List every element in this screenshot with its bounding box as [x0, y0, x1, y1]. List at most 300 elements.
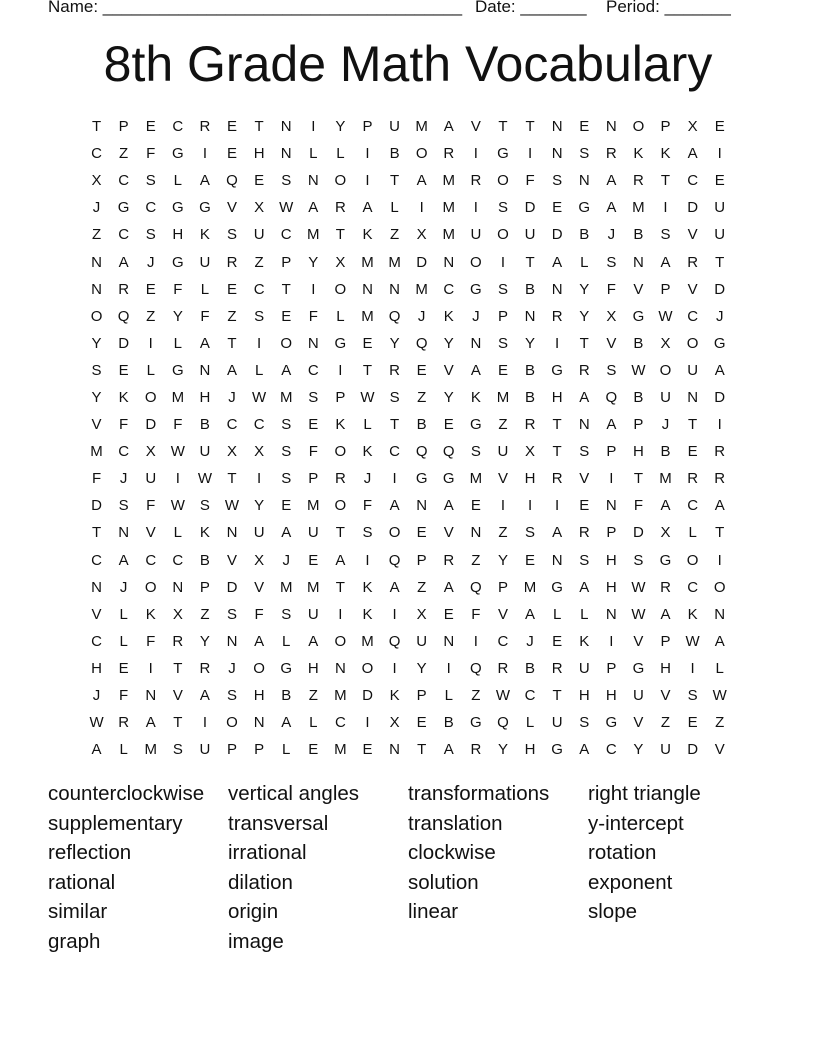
grid-letter: W	[360, 388, 375, 406]
grid-letter: I	[311, 118, 316, 136]
grid-letter: P	[497, 578, 508, 596]
grid-letter: T	[715, 253, 725, 271]
grid-letter: G	[171, 253, 184, 271]
grid-letter: U	[633, 687, 644, 705]
word-bank-item: similar	[48, 900, 108, 924]
grid-letter: N	[470, 524, 482, 542]
grid-letter: G	[659, 551, 672, 569]
grid-letter: T	[389, 172, 400, 190]
grid-letter: N	[578, 172, 590, 190]
grid-letter: L	[282, 632, 291, 650]
grid-letter: Y	[172, 307, 183, 325]
grid-letter: A	[660, 497, 671, 515]
grid-letter: L	[444, 687, 453, 705]
word-bank-item: transversal	[228, 811, 329, 835]
grid-letter: Y	[443, 334, 454, 352]
grid-letter: E	[714, 118, 725, 136]
grid-letter: S	[362, 524, 373, 542]
grid-letter: R	[118, 280, 130, 298]
grid-letter: M	[388, 253, 401, 271]
grid-letter: P	[660, 632, 671, 650]
grid-letter: V	[91, 605, 102, 623]
grid-letter: S	[281, 470, 292, 488]
grid-letter: O	[713, 578, 726, 596]
grid-letter: X	[254, 199, 265, 217]
grid-letter: E	[254, 172, 265, 190]
grid-letter: K	[199, 524, 210, 542]
word-bank-item: translation	[408, 811, 503, 835]
grid-letter: X	[606, 307, 617, 325]
grid-letter: R	[118, 714, 130, 732]
grid-letter: A	[389, 578, 400, 596]
grid-letter: A	[714, 632, 725, 650]
grid-letter: V	[606, 334, 617, 352]
grid-letter: E	[227, 118, 238, 136]
grid-letter: V	[470, 118, 481, 136]
grid-letter: E	[579, 497, 590, 515]
grid-letter: R	[497, 659, 509, 677]
grid-letter: T	[498, 118, 508, 136]
grid-letter: R	[578, 524, 590, 542]
grid-letter: W	[631, 578, 646, 596]
grid-letter: N	[226, 632, 238, 650]
grid-letter: K	[579, 632, 590, 650]
grid-letter: A	[227, 361, 238, 379]
grid-letter: P	[308, 470, 319, 488]
grid-letter: W	[658, 307, 673, 325]
grid-letter: S	[497, 280, 508, 298]
grid-letter: B	[579, 226, 590, 244]
grid-letter: C	[91, 551, 102, 569]
grid-letter: H	[199, 388, 211, 406]
grid-letter: W	[197, 470, 212, 488]
grid-letter: V	[227, 199, 238, 217]
grid-letter: U	[687, 361, 699, 379]
grid-letter: T	[173, 659, 183, 677]
grid-letter: L	[688, 524, 697, 542]
grid-letter: N	[172, 578, 184, 596]
grid-letter: X	[416, 226, 427, 244]
word-bank-item: supplementary	[48, 811, 183, 835]
grid-letter: F	[146, 497, 156, 515]
word-bank	[48, 779, 768, 957]
grid-letter: S	[579, 443, 590, 461]
grid-letter: K	[362, 443, 373, 461]
grid-letter: E	[416, 524, 427, 542]
grid-letter: L	[146, 361, 155, 379]
grid-letter: U	[470, 226, 482, 244]
grid-letter: G	[551, 361, 563, 379]
grid-letter: T	[227, 470, 237, 488]
grid-letter: M	[307, 578, 320, 596]
grid-letter: M	[307, 226, 320, 244]
grid-letter: O	[686, 551, 699, 569]
grid-letter: B	[633, 334, 644, 352]
grid-letter: K	[199, 226, 210, 244]
grid-letter: U	[714, 226, 726, 244]
grid-letter: Z	[498, 524, 508, 542]
grid-letter: L	[119, 605, 128, 623]
grid-letter: K	[443, 307, 454, 325]
grid-letter: Z	[227, 307, 237, 325]
grid-letter: W	[631, 361, 646, 379]
grid-letter: G	[442, 470, 455, 488]
grid-letter: Q	[226, 172, 238, 190]
grid-letter: N	[91, 280, 102, 298]
grid-letter: V	[579, 470, 590, 488]
grid-letter: P	[606, 443, 617, 461]
grid-letter: Z	[146, 307, 156, 325]
grid-letter: R	[443, 145, 455, 163]
grid-letter: L	[200, 280, 210, 298]
grid-letter: D	[687, 741, 699, 759]
grid-letter: A	[389, 497, 400, 515]
grid-letter: T	[281, 280, 291, 298]
grid-letter: A	[335, 551, 346, 569]
grid-letter: I	[500, 497, 506, 515]
grid-letter: T	[227, 334, 237, 352]
grid-letter: T	[552, 443, 562, 461]
grid-letter: L	[336, 307, 345, 325]
grid-letter: V	[145, 524, 156, 542]
grid-letter: V	[443, 524, 454, 542]
grid-letter: C	[497, 632, 509, 650]
grid-letter: V	[687, 280, 698, 298]
grid-letter: E	[714, 172, 725, 190]
grid-letter: C	[307, 361, 319, 379]
grid-letter: W	[224, 497, 240, 515]
grid-letter: M	[415, 118, 428, 136]
grid-letter: X	[687, 118, 698, 136]
grid-letter: S	[281, 443, 292, 461]
grid-letter: I	[717, 551, 722, 569]
grid-letter: O	[388, 524, 401, 542]
grid-letter: O	[334, 443, 347, 461]
grid-letter: N	[389, 280, 400, 298]
header-fields	[48, 0, 768, 21]
grid-letter: V	[687, 226, 698, 244]
grid-letter: S	[227, 226, 238, 244]
grid-letter: B	[199, 551, 210, 569]
word-bank-item: linear	[408, 900, 459, 924]
grid-letter: E	[281, 307, 292, 325]
grid-letter: Q	[388, 551, 401, 569]
grid-letter: M	[361, 307, 374, 325]
grid-letter: A	[308, 199, 319, 217]
grid-letter: S	[606, 361, 617, 379]
grid-letter: T	[335, 226, 345, 244]
word-bank-item: reflection	[48, 841, 132, 865]
grid-letter: J	[661, 416, 670, 434]
grid-letter: V	[227, 551, 238, 569]
grid-letter: H	[578, 687, 590, 705]
grid-letter: O	[280, 334, 293, 352]
grid-letter: E	[497, 361, 508, 379]
grid-letter: A	[660, 605, 671, 623]
grid-letter: A	[606, 172, 617, 190]
grid-letter: P	[606, 659, 617, 677]
grid-letter: O	[470, 253, 482, 271]
grid-letter: L	[309, 145, 318, 163]
grid-letter: U	[199, 253, 211, 271]
grid-letter: K	[118, 388, 129, 406]
grid-letter: I	[392, 470, 397, 488]
grid-letter: I	[717, 416, 722, 434]
grid-letter: R	[524, 416, 536, 434]
grid-letter: O	[334, 280, 347, 298]
grid-letter: D	[714, 388, 726, 406]
grid-letter: I	[148, 659, 153, 677]
grid-letter: N	[334, 659, 346, 677]
grid-letter: L	[173, 524, 182, 542]
grid-letter: I	[663, 199, 668, 217]
grid-letter: U	[524, 226, 536, 244]
grid-letter: H	[307, 659, 319, 677]
grid-letter: A	[606, 416, 617, 434]
grid-letter: A	[660, 253, 671, 271]
grid-letter: M	[659, 470, 672, 488]
grid-letter: D	[633, 524, 644, 542]
grid-letter: M	[523, 578, 537, 596]
grid-letter: S	[525, 524, 536, 542]
grid-letter: I	[500, 253, 506, 271]
grid-letter: L	[336, 145, 345, 163]
grid-letter: L	[580, 605, 589, 623]
grid-letter: R	[199, 118, 211, 136]
grid-letter: A	[281, 361, 292, 379]
grid-letter: P	[199, 578, 210, 596]
grid-letter: E	[525, 551, 536, 569]
grid-letter: T	[335, 524, 345, 542]
grid-letter: R	[172, 632, 184, 650]
grid-letter: Z	[715, 714, 725, 732]
grid-letter: Y	[389, 334, 400, 352]
grid-letter: I	[555, 497, 560, 515]
grid-letter: A	[281, 714, 292, 732]
grid-letter: S	[91, 361, 102, 379]
grid-letter: C	[145, 199, 157, 217]
grid-letter: G	[632, 659, 645, 677]
grid-letter: C	[687, 497, 699, 515]
grid-letter: G	[171, 145, 184, 163]
grid-letter: K	[335, 416, 346, 434]
grid-letter: N	[307, 172, 319, 190]
grid-letter: Y	[525, 334, 536, 352]
grid-letter: I	[527, 145, 533, 163]
grid-letter: L	[309, 714, 318, 732]
grid-letter: U	[253, 226, 265, 244]
grid-letter: K	[389, 687, 400, 705]
grid-letter: A	[579, 388, 590, 406]
grid-letter: B	[525, 361, 536, 379]
grid-letter: S	[470, 443, 481, 461]
grid-letter: I	[311, 280, 316, 298]
grid-letter: K	[145, 605, 156, 623]
grid-letter: I	[175, 470, 180, 488]
grid-letter: C	[389, 443, 400, 461]
grid-letter: I	[365, 145, 370, 163]
grid-letter: H	[660, 659, 671, 677]
grid-letter: D	[714, 280, 726, 298]
grid-letter: T	[362, 361, 373, 379]
grid-letter: T	[173, 714, 183, 732]
grid-letter: T	[688, 416, 698, 434]
grid-letter: N	[443, 253, 455, 271]
grid-letter: G	[117, 199, 130, 217]
grid-letter: H	[551, 388, 563, 406]
grid-letter: Z	[389, 226, 400, 244]
grid-letter: M	[144, 741, 157, 759]
grid-letter: N	[687, 388, 699, 406]
grid-letter: I	[609, 470, 614, 488]
grid-letter: I	[473, 145, 478, 163]
grid-letter: L	[173, 334, 182, 352]
grid-letter: Z	[417, 578, 427, 596]
grid-letter: L	[580, 253, 589, 271]
grid-letter: T	[417, 741, 427, 759]
grid-letter: M	[171, 388, 185, 406]
grid-letter: G	[199, 199, 211, 217]
grid-letter: Y	[308, 253, 319, 271]
grid-letter: G	[171, 199, 184, 217]
grid-letter: U	[416, 632, 428, 650]
grid-letter: W	[89, 714, 104, 732]
grid-letter: Y	[416, 659, 427, 677]
grid-letter: P	[281, 253, 292, 271]
grid-letter: B	[443, 714, 454, 732]
grid-letter: N	[551, 118, 563, 136]
grid-letter: T	[660, 172, 671, 190]
grid-letter: T	[335, 578, 345, 596]
grid-letter: H	[91, 659, 102, 677]
grid-letter: A	[443, 578, 454, 596]
grid-letter: F	[173, 280, 183, 298]
grid-letter: C	[280, 226, 292, 244]
grid-letter: A	[199, 172, 210, 190]
word-bank-item: image	[228, 929, 284, 953]
grid-letter: E	[552, 632, 563, 650]
grid-letter: I	[690, 659, 695, 677]
grid-letter: A	[199, 334, 210, 352]
grid-letter: R	[605, 145, 617, 163]
grid-letter: Y	[497, 741, 508, 759]
grid-letter: F	[308, 307, 318, 325]
grid-letter: X	[172, 605, 183, 623]
grid-letter: Z	[308, 687, 318, 705]
grid-letter: J	[92, 199, 101, 217]
grid-letter: X	[254, 551, 265, 569]
grid-letter: B	[416, 416, 427, 434]
grid-letter: I	[365, 551, 370, 569]
grid-letter: U	[660, 741, 671, 759]
grid-letter: C	[253, 280, 265, 298]
grid-letter: I	[419, 199, 424, 217]
grid-letter: E	[470, 497, 481, 515]
grid-letter: X	[416, 605, 427, 623]
grid-letter: Y	[579, 307, 590, 325]
grid-letter: E	[308, 551, 319, 569]
grid-letter: H	[524, 470, 536, 488]
grid-letter: U	[578, 659, 590, 677]
grid-letter: S	[199, 497, 210, 515]
grid-letter: Z	[119, 145, 129, 163]
word-bank-item: slope	[588, 900, 638, 924]
grid-letter: O	[415, 145, 428, 163]
grid-letter: P	[362, 118, 373, 136]
grid-letter: W	[170, 497, 185, 515]
grid-letter: Z	[417, 388, 427, 406]
grid-letter: P	[660, 280, 671, 298]
grid-letter: U	[660, 388, 671, 406]
grid-letter: B	[525, 388, 536, 406]
grid-letter: Y	[199, 632, 210, 650]
grid-letter: D	[416, 253, 428, 271]
grid-letter: H	[605, 687, 617, 705]
grid-letter: C	[91, 632, 102, 650]
grid-letter: A	[118, 551, 129, 569]
grid-letter: O	[497, 226, 509, 244]
grid-letter: W	[495, 687, 511, 705]
grid-letter: F	[362, 497, 373, 515]
grid-letter: K	[470, 388, 481, 406]
grid-letter: S	[497, 199, 508, 217]
grid-letter: V	[497, 470, 508, 488]
grid-letter: L	[390, 199, 399, 217]
grid-letter: L	[173, 172, 182, 190]
grid-letter: I	[473, 199, 478, 217]
grid-letter: Z	[498, 416, 508, 434]
grid-letter: P	[227, 741, 238, 759]
grid-letter: O	[144, 388, 157, 406]
grid-letter: B	[633, 388, 644, 406]
grid-letter: L	[282, 741, 291, 759]
grid-letter: C	[91, 145, 102, 163]
grid-letter: T	[579, 334, 589, 352]
grid-letter: I	[148, 334, 153, 352]
grid-letter: R	[443, 551, 455, 569]
grid-letter: J	[228, 388, 236, 406]
grid-letter: W	[712, 687, 727, 705]
grid-letter: L	[552, 605, 562, 623]
grid-letter: G	[551, 578, 563, 596]
grid-letter: R	[470, 172, 482, 190]
grid-letter: R	[334, 199, 346, 217]
grid-letter: B	[525, 659, 536, 677]
grid-letter: C	[605, 741, 617, 759]
grid-letter: V	[172, 687, 183, 705]
grid-letter: C	[118, 226, 130, 244]
grid-letter: P	[416, 687, 427, 705]
grid-letter: B	[660, 443, 671, 461]
grid-letter: A	[118, 253, 129, 271]
grid-letter: S	[579, 145, 590, 163]
grid-letter: O	[226, 714, 238, 732]
grid-letter: V	[497, 605, 508, 623]
grid-letter: Q	[442, 443, 455, 461]
word-bank-item: irrational	[228, 841, 307, 865]
grid-letter: S	[660, 226, 671, 244]
grid-letter: A	[416, 172, 427, 190]
grid-letter: E	[281, 497, 292, 515]
grid-letter: M	[307, 497, 320, 515]
grid-letter: A	[199, 687, 210, 705]
grid-letter: N	[253, 714, 265, 732]
grid-letter: P	[497, 307, 508, 325]
grid-letter: S	[308, 388, 319, 406]
grid-letter: F	[119, 687, 129, 705]
grid-letter: O	[334, 632, 347, 650]
grid-letter: C	[687, 578, 699, 596]
